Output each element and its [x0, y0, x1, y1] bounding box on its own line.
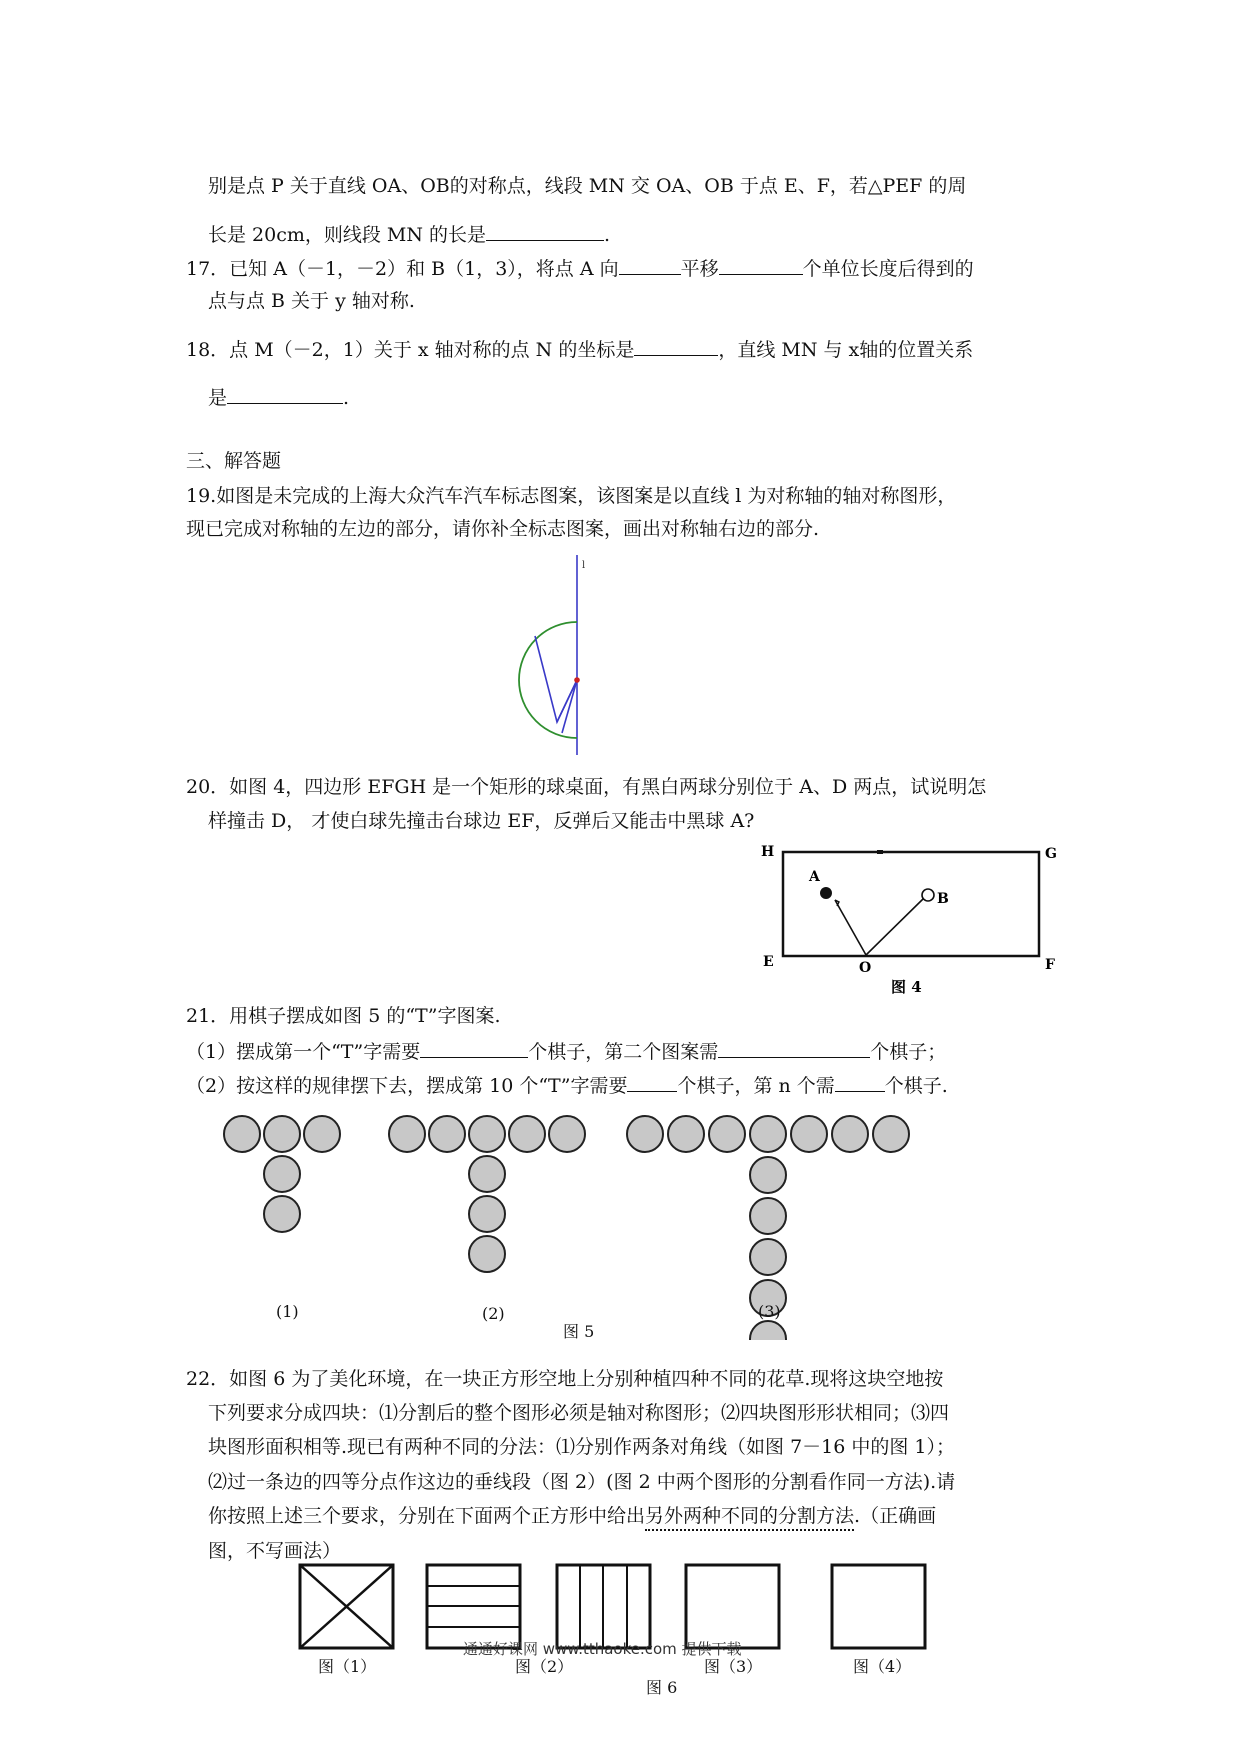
q21-text-b: 个棋子，第二个图案需 [528, 1041, 719, 1063]
stone [750, 1157, 786, 1193]
q16-line1: 别是点 P 关于直线 OA、OB的对称点，线段 MN 交 OA、OB 于点 E、F，若△PEF 的周 [208, 175, 967, 197]
table-rect [783, 852, 1039, 956]
q21-line3 [186, 1075, 948, 1096]
stone [750, 1198, 786, 1234]
fig6-sub-4: 图（4） [853, 1657, 912, 1676]
stone [469, 1116, 505, 1152]
square-4-blank[interactable] [832, 1565, 925, 1648]
answer-blank [227, 387, 343, 404]
t-sub-3: (3) [758, 1302, 781, 1321]
stone [469, 1156, 505, 1192]
square-3-blank[interactable] [686, 1565, 779, 1648]
logo-figure [500, 550, 600, 760]
q18-text-b: ，直线 MN 与 x轴的位置关系 [718, 339, 974, 361]
q22-line2: 下列要求分成四块：⑴分割后的整个图形必须是轴对称图形；⑵四块图形形状相同；⑶四 [208, 1402, 950, 1424]
q22-line1: 22．如图 6 为了美化环境，在一块正方形空地上分别种植四种不同的花草.现将这块空地按 [186, 1368, 944, 1390]
q17-text-b: 平移 [680, 258, 719, 280]
q22-line6: 图，不写画法） [208, 1540, 342, 1562]
t-pattern-2 [389, 1116, 585, 1272]
fig5-caption: 图 5 [563, 1322, 595, 1341]
stone [264, 1156, 300, 1192]
answer-blank [627, 1075, 677, 1092]
q16-line2 [208, 224, 610, 245]
q17-line1 [186, 258, 974, 279]
q21-text-c: 个棋子； [870, 1041, 947, 1063]
q22-line4: ⑵过一条边的四等分点作这边的垂线段（图 2）(图 2 中两个图形的分割看作同一方法).请 [208, 1471, 956, 1493]
stone [509, 1116, 545, 1152]
q16-line2-text: 长是 20cm，则线段 MN 的长是 [208, 224, 487, 246]
label-a: A [809, 869, 820, 885]
black-ball-a [820, 887, 832, 899]
q17-line2: 点与点 B 关于 y 轴对称. [208, 290, 415, 312]
answer-blank [719, 258, 803, 275]
q18-line2 [208, 387, 349, 408]
label-o: O [859, 960, 872, 976]
fig4-caption: 图 4 [891, 978, 922, 996]
stone [389, 1116, 425, 1152]
q20-line1: 20．如图 4，四边形 EFGH 是一个矩形的球桌面，有黑白两球分别位于 A、D 两点，试说明怎 [186, 776, 987, 798]
pool-table-figure [755, 838, 1065, 998]
t-sub-2: (2) [482, 1304, 505, 1323]
stone [469, 1196, 505, 1232]
q18-text-a: 18．点 M（－2，1）关于 x 轴对称的点 N 的坐标是 [186, 339, 635, 361]
square-2b [557, 1565, 650, 1648]
answer-blank [619, 258, 681, 275]
q21-text-a: （1）摆成第一个“T”字需要 [186, 1041, 421, 1063]
q21-line2 [186, 1041, 946, 1062]
axis-label: l [582, 560, 586, 571]
stone [750, 1116, 786, 1152]
q18-text-d: . [343, 387, 350, 409]
q22-line5 [208, 1507, 936, 1526]
q22-text-b: .（正确画 [854, 1505, 937, 1527]
stone [750, 1239, 786, 1275]
q17-text-c: 个单位长度后得到的 [802, 258, 974, 280]
stone [668, 1116, 704, 1152]
stone [709, 1116, 745, 1152]
q21-text-e: 个棋子，第 n 个需 [677, 1075, 835, 1097]
t-sub-1: (1) [276, 1302, 299, 1321]
fig6-sub-2: 图（2） [515, 1657, 574, 1676]
stone [469, 1236, 505, 1272]
stone [304, 1116, 340, 1152]
center-point [574, 677, 580, 683]
square-1 [300, 1565, 393, 1648]
q18-text-c: 是 [208, 387, 228, 409]
answer-blank [835, 1075, 885, 1092]
stone [873, 1116, 909, 1152]
fig6-sub-3: 图（3） [704, 1657, 763, 1676]
label-e: E [763, 954, 774, 970]
label-g: G [1045, 846, 1057, 862]
stone [627, 1116, 663, 1152]
q19-line1: 19.如图是未完成的上海大众汽车汽车标志图案，该图案是以直线 l 为对称轴的轴对称图形， [186, 485, 957, 507]
stone [750, 1321, 786, 1340]
q17-text-a: 17．已知 A（－1，－2）和 B（1，3），将点 A 向 [186, 258, 619, 280]
square-2a [427, 1565, 520, 1648]
answer-blank [486, 224, 604, 241]
label-h: H [761, 844, 775, 860]
label-f: F [1045, 957, 1055, 973]
stone [264, 1116, 300, 1152]
q16-line2-end: . [604, 224, 611, 246]
white-ball-b [922, 889, 934, 901]
path-oa [835, 900, 866, 955]
stone [791, 1116, 827, 1152]
stone [429, 1116, 465, 1152]
answer-blank [718, 1041, 870, 1058]
t-pattern-figure [0, 1100, 1240, 1340]
q18-line1 [186, 339, 973, 360]
q21-line1: 21．用棋子摆成如图 5 的“T”字图案. [186, 1005, 501, 1027]
half-circle-arc [519, 622, 577, 738]
section-heading: 三、解答题 [186, 450, 282, 472]
q20-line2: 样撞击 D， 才使白球先撞击台球边 EF，反弹后又能击中黑球 A? [208, 810, 755, 832]
t-pattern-1 [224, 1116, 340, 1232]
label-b: B [937, 891, 949, 907]
q21-text-f: 个棋子. [884, 1075, 948, 1097]
q22-emphasis: 另外两种不同的分割方法 [645, 1505, 854, 1531]
stone [224, 1116, 260, 1152]
v-stroke [535, 636, 577, 722]
path-ob [866, 899, 923, 955]
stone [264, 1196, 300, 1232]
q19-line2: 现已完成对称轴的左边的部分，请你补全标志图案，画出对称轴右边的部分. [186, 518, 820, 540]
stone [549, 1116, 585, 1152]
q22-text-a: 你按照上述三个要求，分别在下面两个正方形中给出 [208, 1505, 646, 1527]
answer-blank [420, 1041, 528, 1058]
fig6-caption: 图 6 [646, 1678, 678, 1697]
answer-blank [634, 339, 718, 356]
q22-line3: 块图形面积相等.现已有两种不同的分法：⑴分别作两条对角线（如图 7－16 中的图 1）； [208, 1436, 956, 1458]
fig6-sub-1: 图（1） [318, 1657, 377, 1676]
footer-watermark: 通通好课网 www.tthaoke.com 提供下载 [463, 1640, 742, 1658]
stone [832, 1116, 868, 1152]
q21-text-d: （2）按这样的规律摆下去，摆成第 10 个“T”字需要 [186, 1075, 628, 1097]
